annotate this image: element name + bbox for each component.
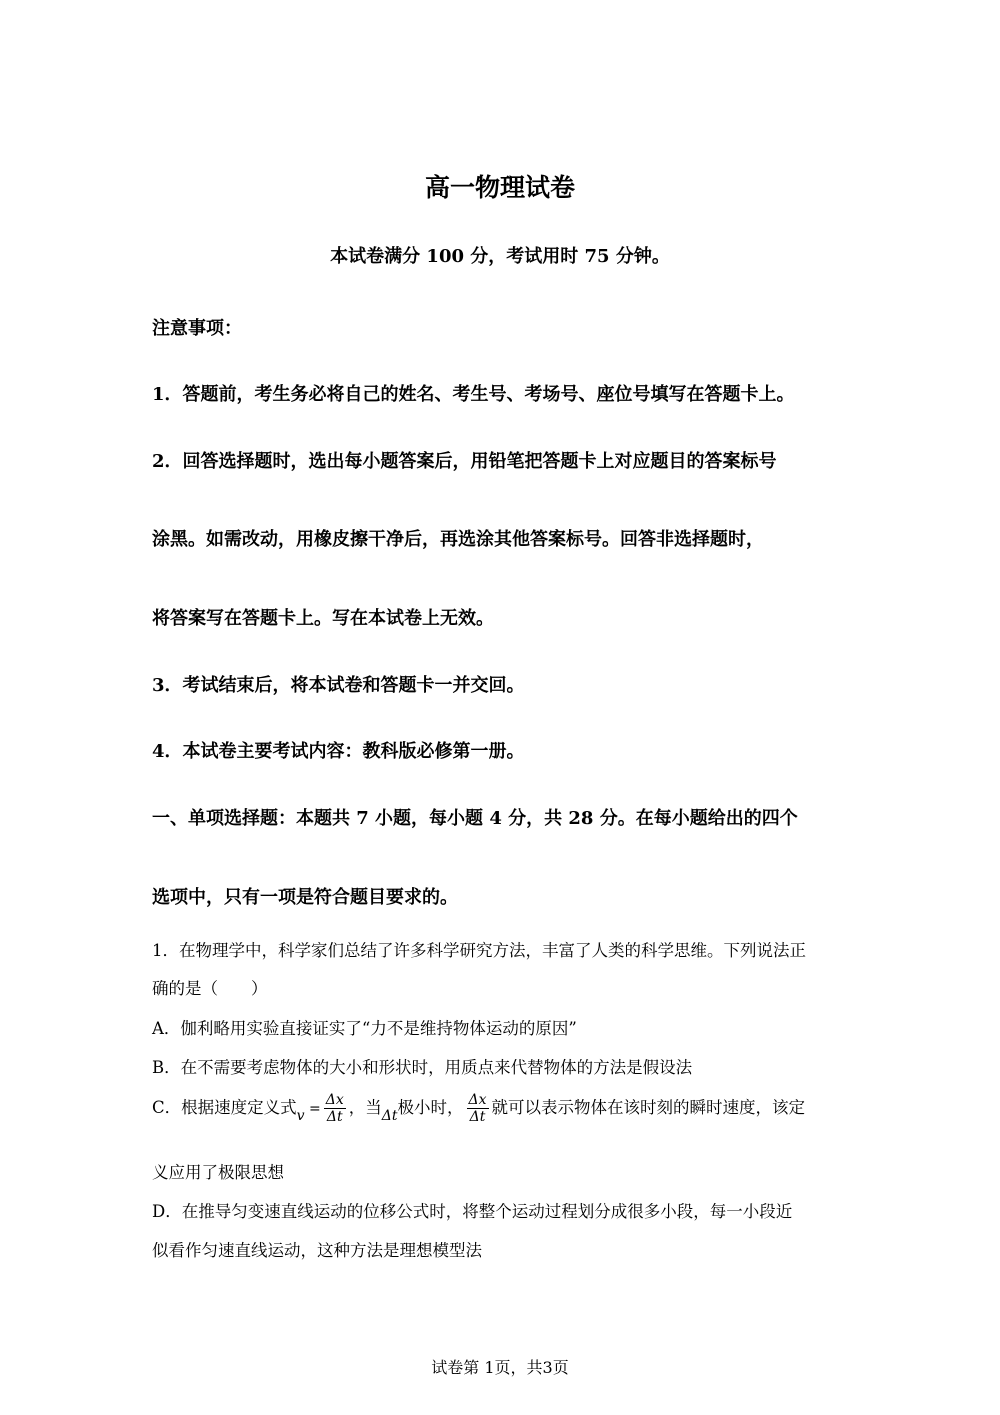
exam-info: 本试卷满分 100 分，考试用时 75 分钟。 — [330, 246, 670, 267]
section-heading: 一、单项选择题：本题共 7 小题，每小题 4 分，共 28 分。在每小题给出的四个 — [152, 808, 798, 829]
section-heading-cont: 选项中，只有一项是符合题目要求的。 — [152, 887, 458, 908]
note-item: 4．本试卷主要考试内容：教科版必修第一册。 — [152, 741, 525, 762]
note-item: 将答案写在答题卡上。写在本试卷上无效。 — [152, 608, 494, 629]
option-c-text: C．根据速度定义式 — [152, 1098, 297, 1118]
note-item: 2．回答选择题时，选出每小题答案后，用铅笔把答题卡上对应题目的答案标号 — [152, 451, 777, 472]
note-item: 涂黑。如需改动，用橡皮擦干净后，再选涂其他答案标号。回答非选择题时， — [152, 529, 764, 550]
option-c-cont: 义应用了极限思想 — [152, 1163, 284, 1182]
ratio-fraction: $\frac{\Delta x}{\Delta t}$ — [468, 1092, 487, 1126]
note-item: 1．答题前，考生务必将自己的姓名、考生号、考场号、座位号填写在答题卡上。 — [152, 384, 795, 405]
formula-eq: = — [304, 1101, 321, 1118]
question-stem-cont: 确的是（ ） — [152, 979, 268, 998]
page-footer: 试卷第 1页，共3页 — [431, 1358, 569, 1377]
velocity-fraction: $\frac{\Delta x}{\Delta t}$ — [325, 1092, 344, 1126]
option-b: B．在不需要考虑物体的大小和形状时，用质点来代替物体的方法是假设法 — [152, 1058, 693, 1077]
formula-v: v — [296, 1108, 305, 1125]
note-item: 3．考试结束后，将本试卷和答题卡一并交回。 — [152, 675, 525, 696]
page-title: 高一物理试卷 — [424, 173, 575, 202]
question-stem: 1．在物理学中，科学家们总结了许多科学研究方法，丰富了人类的科学思维。下列说法正 — [152, 941, 806, 960]
option-a: A．伽利略用实验直接证实了“力不是维持物体运动的原因” — [152, 1019, 577, 1038]
notes-heading: 注意事项： — [152, 318, 242, 339]
delta-t: Δt — [381, 1108, 398, 1125]
option-c: C．根据速度定义式$_v$ = $\frac{\Delta x}{\Delta t}$ ，当$_{\Delta t}$极小时， $\frac{\Delta x}{\Delta t}$ 就可以表示物体在该时刻的瞬时速度，该定 — [152, 1092, 806, 1126]
option-d-cont: 似看作匀速直线运动，这种方法是理想模型法 — [152, 1241, 482, 1260]
option-d: D．在推导匀变速直线运动的位移公式时，将整个运动过程划分成很多小段，每一小段近 — [152, 1202, 793, 1221]
